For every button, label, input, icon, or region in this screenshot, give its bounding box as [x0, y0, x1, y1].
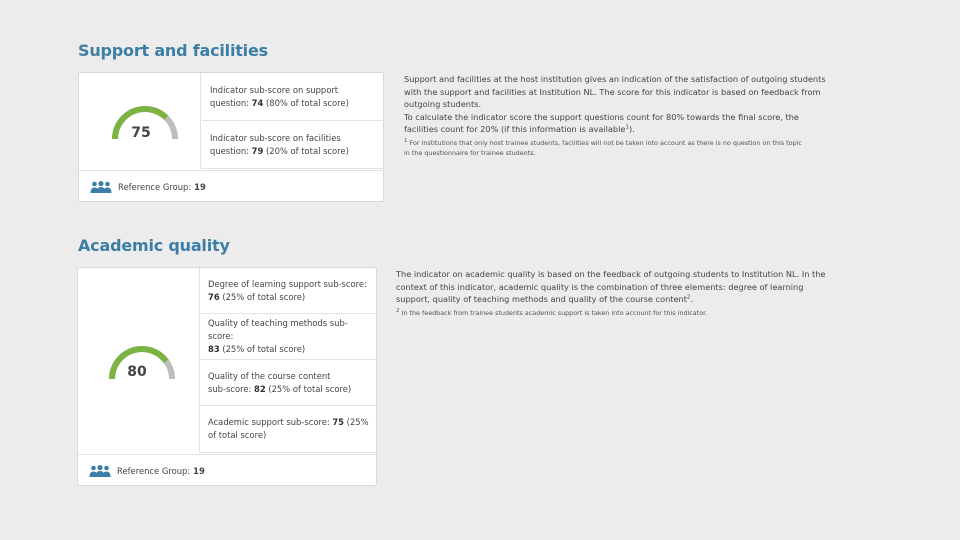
- academic-reference-value: 19: [193, 465, 205, 476]
- teaching-methods-label: Quality of teaching methods sub-score:: [208, 318, 348, 341]
- support-gauge-panel: [79, 73, 201, 169]
- academic-section-title: Academic quality: [78, 236, 230, 255]
- academic-support-label: Academic support sub-score:: [208, 417, 333, 427]
- academic-score: 80: [127, 364, 147, 380]
- academic-reference-group: [78, 454, 376, 486]
- course-content-value: 82: [254, 383, 266, 394]
- users-icon: [89, 465, 111, 477]
- facilities-subscore-value: 79: [251, 145, 264, 156]
- academic-description: The indicator on academic quality is based on the feedback of outgoing students to Institution NL. In the context of this indicator, academic quality is the combination of three elements: degree of learning support, quality of teaching methods and quality of the course content$^2$. $^2$ In the feedback from trainee students academic support is taken into account for this indicator.: [396, 268, 836, 318]
- support-score: 75: [131, 125, 151, 141]
- learning-support-label: Degree of learning support sub-score:: [208, 278, 367, 289]
- academic-footnote: $^2$ In the feedback from trainee students academic support is taken into account for this indicator.: [396, 307, 708, 317]
- learning-support-value: 76: [208, 291, 220, 302]
- support-footnote: $^1$ For institutions that only host trainee students, facilities will not be taken into account as there is no question on this topic: [404, 137, 802, 147]
- teaching-methods-panel: Quality of teaching methods sub-score: 83 (25% of total score): [200, 314, 377, 360]
- course-content-panel: Quality of the course content sub-score: 82 (25% of total score): [200, 360, 377, 406]
- academic-support-panel: Academic support sub-score: 75 (25% of total score): [200, 406, 377, 453]
- support-subscore-value: 74: [251, 97, 264, 108]
- support-subscore-label: Indicator sub-score on support: [210, 84, 339, 95]
- support-card: [78, 72, 384, 202]
- academic-gauge-panel: [78, 268, 200, 453]
- facilities-subscore-label: Indicator sub-score on facilities: [210, 132, 341, 143]
- facilities-subscore-panel: Indicator sub-score on facilities question: 79 (20% of total score): [202, 121, 384, 169]
- users-icon: [90, 181, 112, 193]
- support-reference-value: 19: [194, 181, 206, 192]
- learning-support-panel: Degree of learning support sub-score: 76 (25% of total score): [200, 268, 377, 314]
- support-description: Support and facilities at the host institution gives an indication of the satisfaction of outgoing students with the support and facilities at Institution NL. The score for this indicator is based on feedback from outgoing students. To calculate the indicator score the support questions count for 80% towards the final score, the facilities count for 20% (if this information is available$^1$). $^1$ For institutions that only host trainee students, facilities will not be taken into account as there is no question on this topic in the questionnaire for trainee students.: [404, 73, 844, 158]
- support-reference-group: [79, 170, 383, 202]
- support-section-title: Support and facilities: [78, 41, 268, 60]
- course-content-label: Quality of the course content: [208, 370, 331, 381]
- academic-card: [77, 267, 377, 486]
- teaching-methods-value: 83: [208, 344, 220, 354]
- academic-reference-label: Reference Group:: [117, 465, 191, 476]
- support-reference-label: Reference Group:: [118, 181, 192, 192]
- academic-support-value: 75: [332, 417, 345, 427]
- support-subscore-panel: Indicator sub-score on support question: 74 (80% of total score): [202, 73, 384, 121]
